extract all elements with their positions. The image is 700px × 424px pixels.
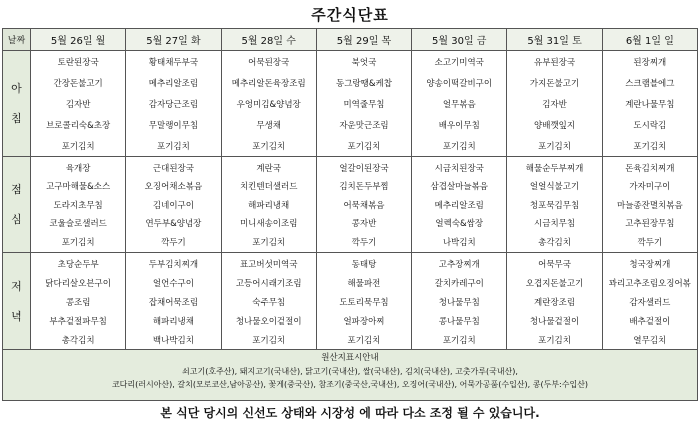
- dish-item: 총각김치: [538, 237, 571, 248]
- dish-item: 도라지초무침: [53, 200, 103, 211]
- dish-item: 두부김치찌개: [148, 259, 199, 270]
- dish-item: 시금치된장국: [434, 163, 484, 174]
- dish-item: 계란나물무침: [625, 99, 675, 110]
- dish-item: 김치돈두부찜: [339, 182, 389, 192]
- dish-item: 포기김치: [252, 335, 286, 346]
- menu-cell: [507, 157, 602, 253]
- menu-cell: [316, 51, 411, 157]
- meal-label-breakfast: [3, 51, 31, 157]
- dish-list: [222, 254, 316, 350]
- dish-item: 깍두기: [637, 237, 663, 248]
- dish-list: [412, 52, 506, 156]
- dish-item: 메추리알돈육장조림: [231, 78, 306, 89]
- dish-item: 초당순두부: [57, 259, 99, 270]
- dish-item: 무생채: [256, 120, 282, 131]
- menu-cell: [316, 157, 411, 253]
- dish-item: 우엉미김&양념장: [236, 99, 301, 110]
- page-title: 주간식단표: [311, 6, 389, 24]
- dish-list: [31, 254, 125, 350]
- dish-list: [126, 158, 220, 252]
- dish-item: 토란된장국: [57, 57, 99, 68]
- meal-label-char: 점: [11, 182, 22, 196]
- dish-item: 치킨텐더샐러드: [239, 182, 298, 192]
- dish-list: [222, 52, 316, 156]
- dish-item: 얼파장아찌: [343, 316, 385, 327]
- origin-info-box: [2, 349, 698, 401]
- dish-item: 시금치무침: [534, 219, 576, 229]
- day-header: 6월 1일 일: [602, 29, 697, 51]
- dish-item: 꽈리고추조림오징어볶: [608, 278, 691, 289]
- dish-item: 양배깻잎지: [534, 120, 576, 131]
- dish-item: 돈육김치찌개: [625, 163, 675, 174]
- dish-item: 소고기미역국: [434, 57, 484, 68]
- dish-item: 콩자반: [351, 219, 377, 229]
- dish-item: 어묵무국: [538, 259, 571, 270]
- dish-list: [31, 52, 125, 156]
- dish-list: [603, 254, 697, 350]
- dish-item: 연두부&양념장: [145, 219, 202, 229]
- dish-item: 포기김치: [347, 141, 381, 152]
- dish-item: 오겹지돈불고기: [525, 278, 584, 289]
- dish-item: 나박김치: [442, 237, 476, 248]
- menu-cell: [602, 51, 697, 157]
- dish-item: 깍두기: [351, 237, 377, 248]
- meal-label-dinner: [3, 253, 31, 351]
- menu-cell: [221, 253, 316, 351]
- menu-cell: [126, 51, 221, 157]
- dish-list: [507, 254, 601, 350]
- day-header: 5월 30일 금: [412, 29, 507, 51]
- dish-item: 브로콜리숙&초장: [46, 120, 111, 131]
- dish-list: [507, 158, 601, 252]
- dish-item: 포기김치: [442, 141, 476, 152]
- dish-item: 감자당근조림: [148, 99, 199, 110]
- dish-item: 메추리알조림: [148, 78, 199, 89]
- dish-list: [412, 254, 506, 350]
- dish-item: 어묵된장국: [248, 57, 290, 68]
- dish-list: [31, 158, 125, 252]
- dish-item: 콩조림: [65, 297, 91, 308]
- dish-item: 유부된장국: [534, 57, 576, 68]
- dish-item: 총각김치: [61, 335, 95, 346]
- dish-item: 숙주무침: [252, 297, 286, 308]
- dish-item: 포기김치: [442, 335, 476, 346]
- menu-cell: [31, 157, 126, 253]
- dish-item: 간장돈불고기: [53, 78, 103, 89]
- dish-item: 미역줄무침: [343, 99, 385, 110]
- dish-item: 얼렉숙&쌈장: [435, 219, 484, 229]
- meal-label-char: 저: [11, 279, 22, 293]
- menu-cell: [412, 51, 507, 157]
- dish-item: 포기김치: [61, 141, 95, 152]
- dish-list: [603, 52, 697, 156]
- header-row: [3, 29, 698, 51]
- dish-item: 고추장찌개: [438, 259, 480, 270]
- menu-cell: [126, 253, 221, 351]
- dish-item: 양송이떡갈비구이: [426, 78, 493, 89]
- dish-item: 백나박김치: [152, 335, 194, 346]
- dish-item: 계란국: [256, 163, 282, 174]
- origin-info-line: 코다리(러시아산), 갈치(모로코산,남아공산), 꽃게(중국산), 참조기(중국산,국내산), 오징어(국내산), 어묵가공품(수입산), 콩(두부:수입산): [111, 380, 589, 389]
- origin-info-title: 원산지표시안내: [321, 353, 379, 363]
- dish-item: 잡채어묵조림: [148, 297, 199, 308]
- dish-item: 근대된장국: [152, 163, 194, 174]
- meal-label-char: 녁: [11, 309, 22, 323]
- day-header: 5월 31일 토: [507, 29, 602, 51]
- dish-list: [126, 52, 220, 156]
- dish-item: 배추겉절이: [629, 316, 671, 327]
- meal-label-char: 아: [11, 81, 22, 95]
- dish-list: [507, 52, 601, 156]
- menu-cell: [31, 253, 126, 351]
- dish-item: 포기김치: [538, 335, 571, 346]
- dish-item: 해파리냉채: [152, 316, 194, 327]
- dish-item: 포기김치: [538, 141, 571, 152]
- dish-item: 포기김치: [347, 335, 381, 346]
- meal-label-lunch: [3, 157, 31, 253]
- dish-item: 미니새송이조림: [239, 219, 298, 229]
- dish-item: 해물파전: [347, 278, 381, 289]
- day-header: 5월 26일 월: [31, 29, 126, 51]
- dish-item: 포기김치: [61, 237, 95, 248]
- dish-item: 표고버섯미역국: [239, 259, 298, 270]
- dinner-row: [3, 253, 698, 351]
- dish-list: [222, 158, 316, 252]
- dish-item: 도토리묵무침: [339, 297, 389, 308]
- day-header: 5월 28일 수: [221, 29, 316, 51]
- dish-item: 해물순두부찌개: [525, 163, 584, 174]
- dish-item: 닭다리살오븐구이: [45, 278, 111, 289]
- meal-label-char: 침: [11, 111, 22, 125]
- lunch-row: [3, 157, 698, 253]
- dish-item: 계란장조림: [534, 297, 576, 308]
- dish-item: 배우이무침: [438, 120, 480, 131]
- menu-cell: [316, 253, 411, 351]
- menu-cell: [221, 157, 316, 253]
- dish-item: 얼얼식불고기: [529, 182, 580, 192]
- day-header: 5월 27일 화: [126, 29, 221, 51]
- dish-item: 어묵채볶음: [343, 200, 385, 211]
- dish-item: 삼겹살마늘볶음: [430, 182, 488, 192]
- dish-item: 도시락김: [633, 120, 667, 131]
- menu-cell: [221, 51, 316, 157]
- dish-item: 감자샐러드: [629, 297, 671, 308]
- dish-item: 얼무볶음: [442, 99, 476, 110]
- day-header: 5월 29일 목: [316, 29, 411, 51]
- menu-cell: [507, 253, 602, 351]
- menu-cell: [31, 51, 126, 157]
- dish-item: 고구마해물&소스: [46, 182, 111, 192]
- dish-item: 김자반: [542, 99, 567, 110]
- dish-item: 포기김치: [252, 141, 286, 152]
- dish-item: 열무김치: [633, 335, 667, 346]
- dish-item: 청나물무침: [438, 297, 480, 308]
- breakfast-row: [3, 51, 698, 157]
- dish-list: [412, 158, 506, 252]
- adjustment-notice: 본 식단 당시의 신선도 상태와 시장성 에 따라 다소 조정 될 수 있습니다.: [160, 406, 540, 420]
- dish-item: 황태채두부국: [148, 57, 199, 68]
- dish-item: 김네이구이: [152, 200, 194, 211]
- dish-item: 무말랭이무침: [148, 120, 199, 131]
- dish-item: 가지돈불고기: [529, 78, 580, 89]
- dish-item: 자운맛근조림: [339, 120, 389, 131]
- dish-item: 동그랑땡&케찹: [336, 78, 392, 89]
- dish-list: [603, 158, 697, 252]
- dish-item: 스크램블에그: [625, 78, 675, 89]
- menu-cell: [602, 253, 697, 351]
- dish-item: 얼언수구이: [152, 278, 194, 289]
- dish-item: 된장찌개: [633, 57, 667, 68]
- dish-item: 포기김치: [633, 141, 667, 152]
- menu-cell: [412, 157, 507, 253]
- dish-item: 코울슬로샐러드: [49, 219, 107, 229]
- menu-cell: [126, 157, 221, 253]
- dish-item: 청나물오이겉절이: [235, 316, 302, 327]
- dish-item: 북엇국: [351, 57, 377, 68]
- dish-item: 육개장: [65, 163, 91, 174]
- dish-list: [317, 158, 411, 252]
- menu-cell: [507, 51, 602, 157]
- menu-cell: [412, 253, 507, 351]
- dish-item: 포기김치: [156, 141, 190, 152]
- dish-item: 오징어채소볶음: [144, 182, 203, 192]
- dish-item: 메추리알조림: [434, 200, 484, 211]
- date-corner-cell: 날짜: [3, 29, 31, 51]
- dish-item: 고추된장무침: [625, 219, 675, 229]
- dish-item: 김자반: [65, 99, 91, 110]
- dish-item: 고등어시래기조림: [235, 278, 302, 289]
- menu-cell: [602, 157, 697, 253]
- dish-item: 해파리냉채: [248, 200, 290, 211]
- dish-item: 청나물겉절이: [529, 316, 580, 327]
- dish-item: 동태탕: [351, 259, 377, 270]
- dish-item: 콩나물무침: [438, 316, 480, 327]
- dish-list: [317, 52, 411, 156]
- dish-item: 청포묵김무침: [529, 200, 580, 211]
- dish-item: 깍두기: [161, 237, 186, 248]
- dish-item: 마늘종잔멸치볶음: [616, 200, 683, 211]
- dish-item: 얼갈이된장국: [339, 163, 389, 174]
- dish-list: [126, 254, 220, 350]
- dish-list: [317, 254, 411, 350]
- dish-item: 부추겉절파무침: [49, 316, 107, 327]
- meal-label-char: 심: [11, 212, 22, 226]
- dish-item: 청국장찌개: [629, 259, 671, 270]
- dish-item: 갈치카레구이: [434, 278, 484, 289]
- origin-info-line: 쇠고기(호주산), 돼지고기(국내산), 닭고기(국내산), 쌀(국내산), 김치(국내산), 고춧가루(국내산),: [182, 367, 518, 376]
- dish-item: 포기김치: [252, 237, 286, 248]
- weekly-menu-table: [2, 28, 698, 351]
- dish-item: 가자미구이: [629, 182, 671, 192]
